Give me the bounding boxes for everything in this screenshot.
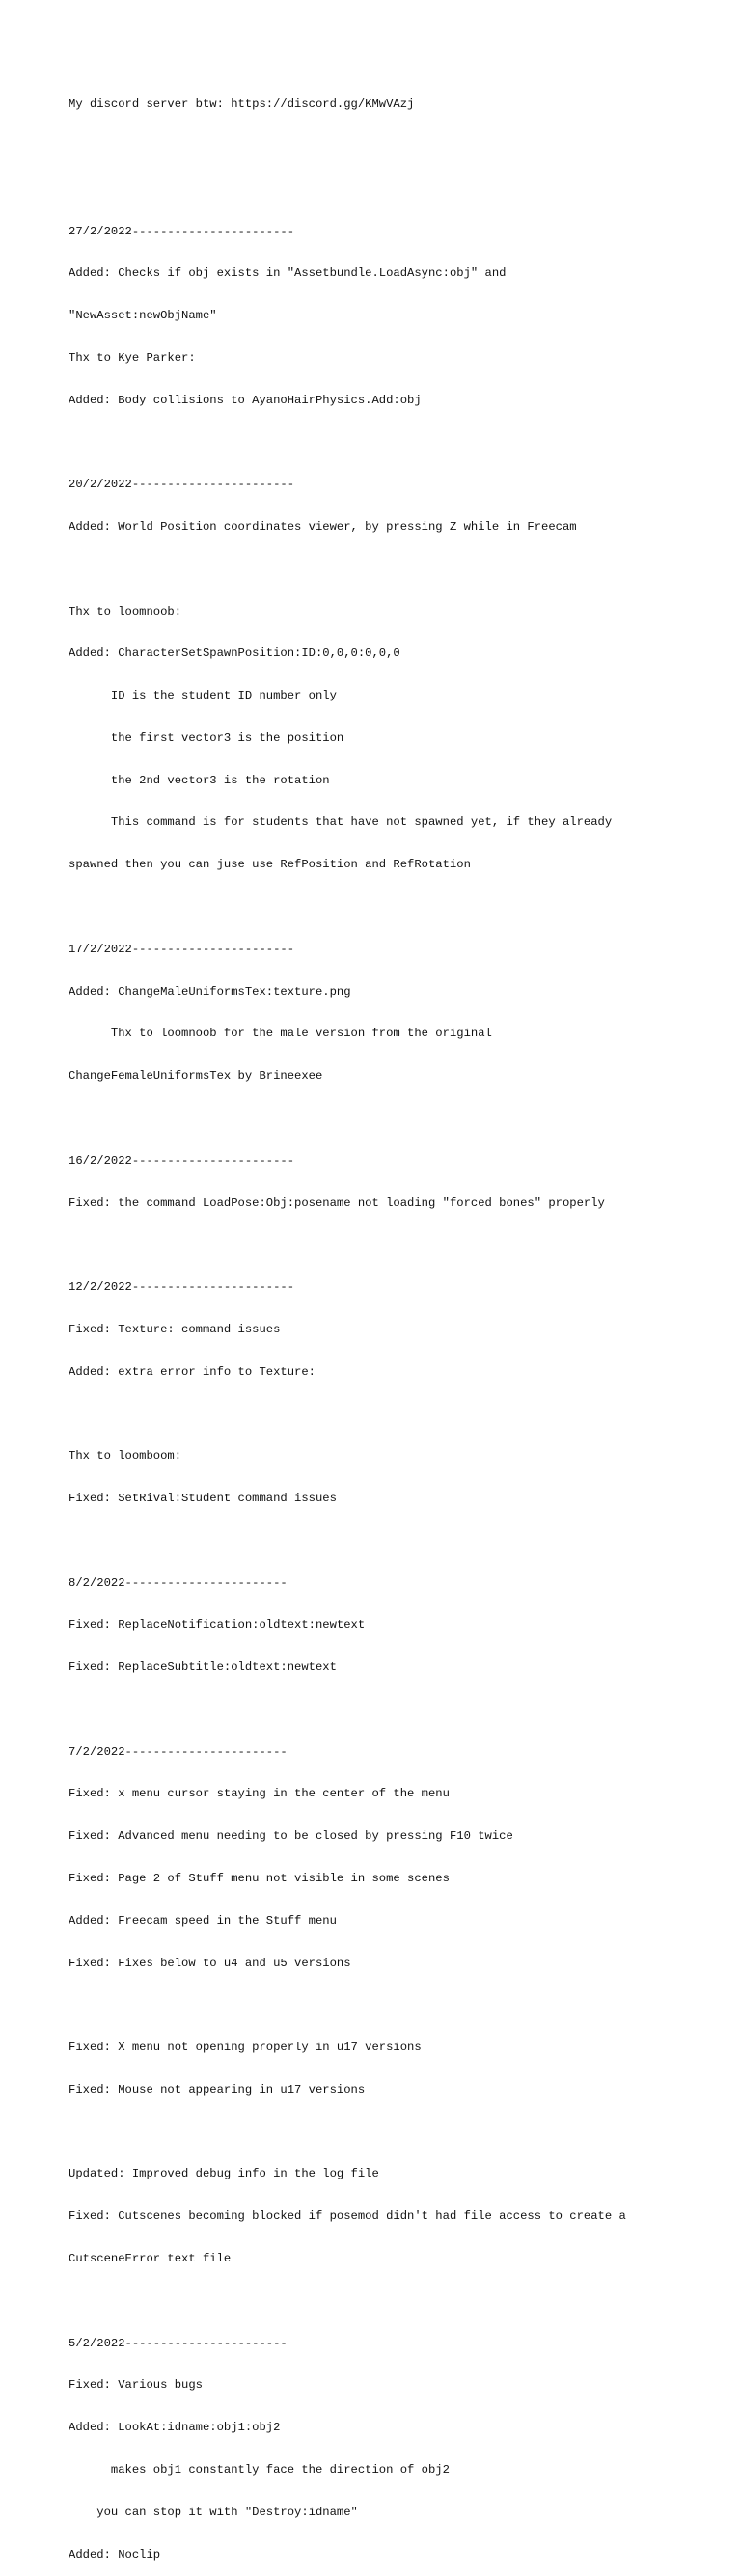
doc-line (69, 1998, 725, 2013)
doc-line: Thx to loomnoob for the male version from the original (69, 1027, 492, 1041)
doc-line: Added: Noclip (69, 2547, 161, 2562)
doc-line: Fixed: Page 2 of Stuff menu not visible in some scenes (69, 1872, 450, 1885)
doc-line (69, 1238, 725, 1252)
doc-line: 17/2/2022----------------------- (69, 942, 295, 956)
doc-line: 7/2/2022----------------------- (69, 1744, 288, 1759)
doc-line (69, 1703, 725, 1717)
doc-line: CutsceneError text file (69, 2252, 232, 2266)
doc-line: Fixed: Cutscenes becoming blocked if posemod didn't had file access to create a (69, 2209, 626, 2224)
doc-line: makes obj1 constantly face the direction of obj2 (69, 2462, 450, 2477)
doc-line: Added: LookAt:idname:obj1:obj2 (69, 2421, 281, 2435)
doc-line: Fixed: X menu not opening properly in u17 versions (69, 2041, 422, 2055)
doc-line: Added: CharacterSetSpawnPosition:ID:0,0,0:0,0,0 (69, 646, 400, 661)
doc-line: you can stop it with "Destroy:idname" (69, 2505, 358, 2519)
doc-line: Added: Body collisions to AyanoHairPhysics.Add:obj (69, 393, 422, 407)
doc-line: "NewAsset:newObjName" (69, 309, 217, 323)
doc-line: the 2nd vector3 is the rotation (69, 773, 330, 787)
doc-line (69, 1111, 725, 1126)
doc-line: Added: Checks if obj exists in "Assetbundle.LoadAsync:obj" and (69, 266, 507, 281)
doc-line: Fixed: ReplaceSubtitle:oldtext:newtext (69, 1660, 337, 1675)
doc-line (69, 140, 725, 154)
changelog-document (69, 69, 725, 2576)
doc-line: the first vector3 is the position (69, 730, 344, 745)
doc-line (69, 435, 725, 450)
doc-line: My discord server btw: https://discord.gg/KMwVAzj (69, 97, 415, 112)
doc-line: Added: ChangeMaleUniformsTex:texture.png (69, 984, 351, 999)
doc-line: Thx to Kye Parker: (69, 350, 196, 365)
doc-line: 16/2/2022----------------------- (69, 1153, 295, 1167)
doc-line (69, 1407, 725, 1421)
doc-line: Thx to loomboom: (69, 1449, 182, 1464)
doc-line (69, 2125, 725, 2140)
doc-line: Fixed: Fixes below to u4 and u5 versions (69, 1956, 351, 1970)
doc-line: Fixed: Various bugs (69, 2378, 203, 2393)
doc-line: 20/2/2022----------------------- (69, 478, 295, 492)
doc-line (69, 2294, 725, 2309)
doc-line: Fixed: SetRival:Student command issues (69, 1491, 337, 1505)
doc-line: Thx to loomnoob: (69, 604, 182, 618)
doc-line: 27/2/2022----------------------- (69, 224, 295, 238)
doc-line: Added: extra error info to Texture: (69, 1364, 316, 1379)
doc-line: Fixed: the command LoadPose:Obj:posename not loading "forced bones" properly (69, 1195, 605, 1210)
doc-line: Updated: Improved debug info in the log file (69, 2167, 379, 2181)
doc-line: ID is the student ID number only (69, 689, 337, 703)
doc-line: Added: Freecam speed in the Stuff menu (69, 1913, 337, 1928)
doc-line: Fixed: Texture: command issues (69, 1322, 281, 1336)
doc-line: 5/2/2022----------------------- (69, 2336, 288, 2350)
doc-line: ChangeFemaleUniformsTex by Brineexee (69, 1069, 323, 1083)
doc-line: 12/2/2022----------------------- (69, 1280, 295, 1295)
doc-line: spawned then you can juse use RefPosition and RefRotation (69, 858, 471, 872)
doc-line: Fixed: x menu cursor staying in the center of the menu (69, 1787, 450, 1801)
doc-line: Fixed: Mouse not appearing in u17 versions (69, 2082, 366, 2096)
doc-line (69, 562, 725, 577)
doc-line: Fixed: Advanced menu needing to be closed by pressing F10 twice (69, 1829, 513, 1844)
doc-line: 8/2/2022----------------------- (69, 1576, 288, 1590)
doc-line (69, 182, 725, 197)
doc-line: Fixed: ReplaceNotification:oldtext:newtext (69, 1618, 366, 1632)
doc-line: This command is for students that have not spawned yet, if they already (69, 815, 613, 830)
doc-line (69, 900, 725, 915)
doc-line: Added: World Position coordinates viewer, by pressing Z while in Freecam (69, 520, 577, 534)
doc-line (69, 1534, 725, 1548)
